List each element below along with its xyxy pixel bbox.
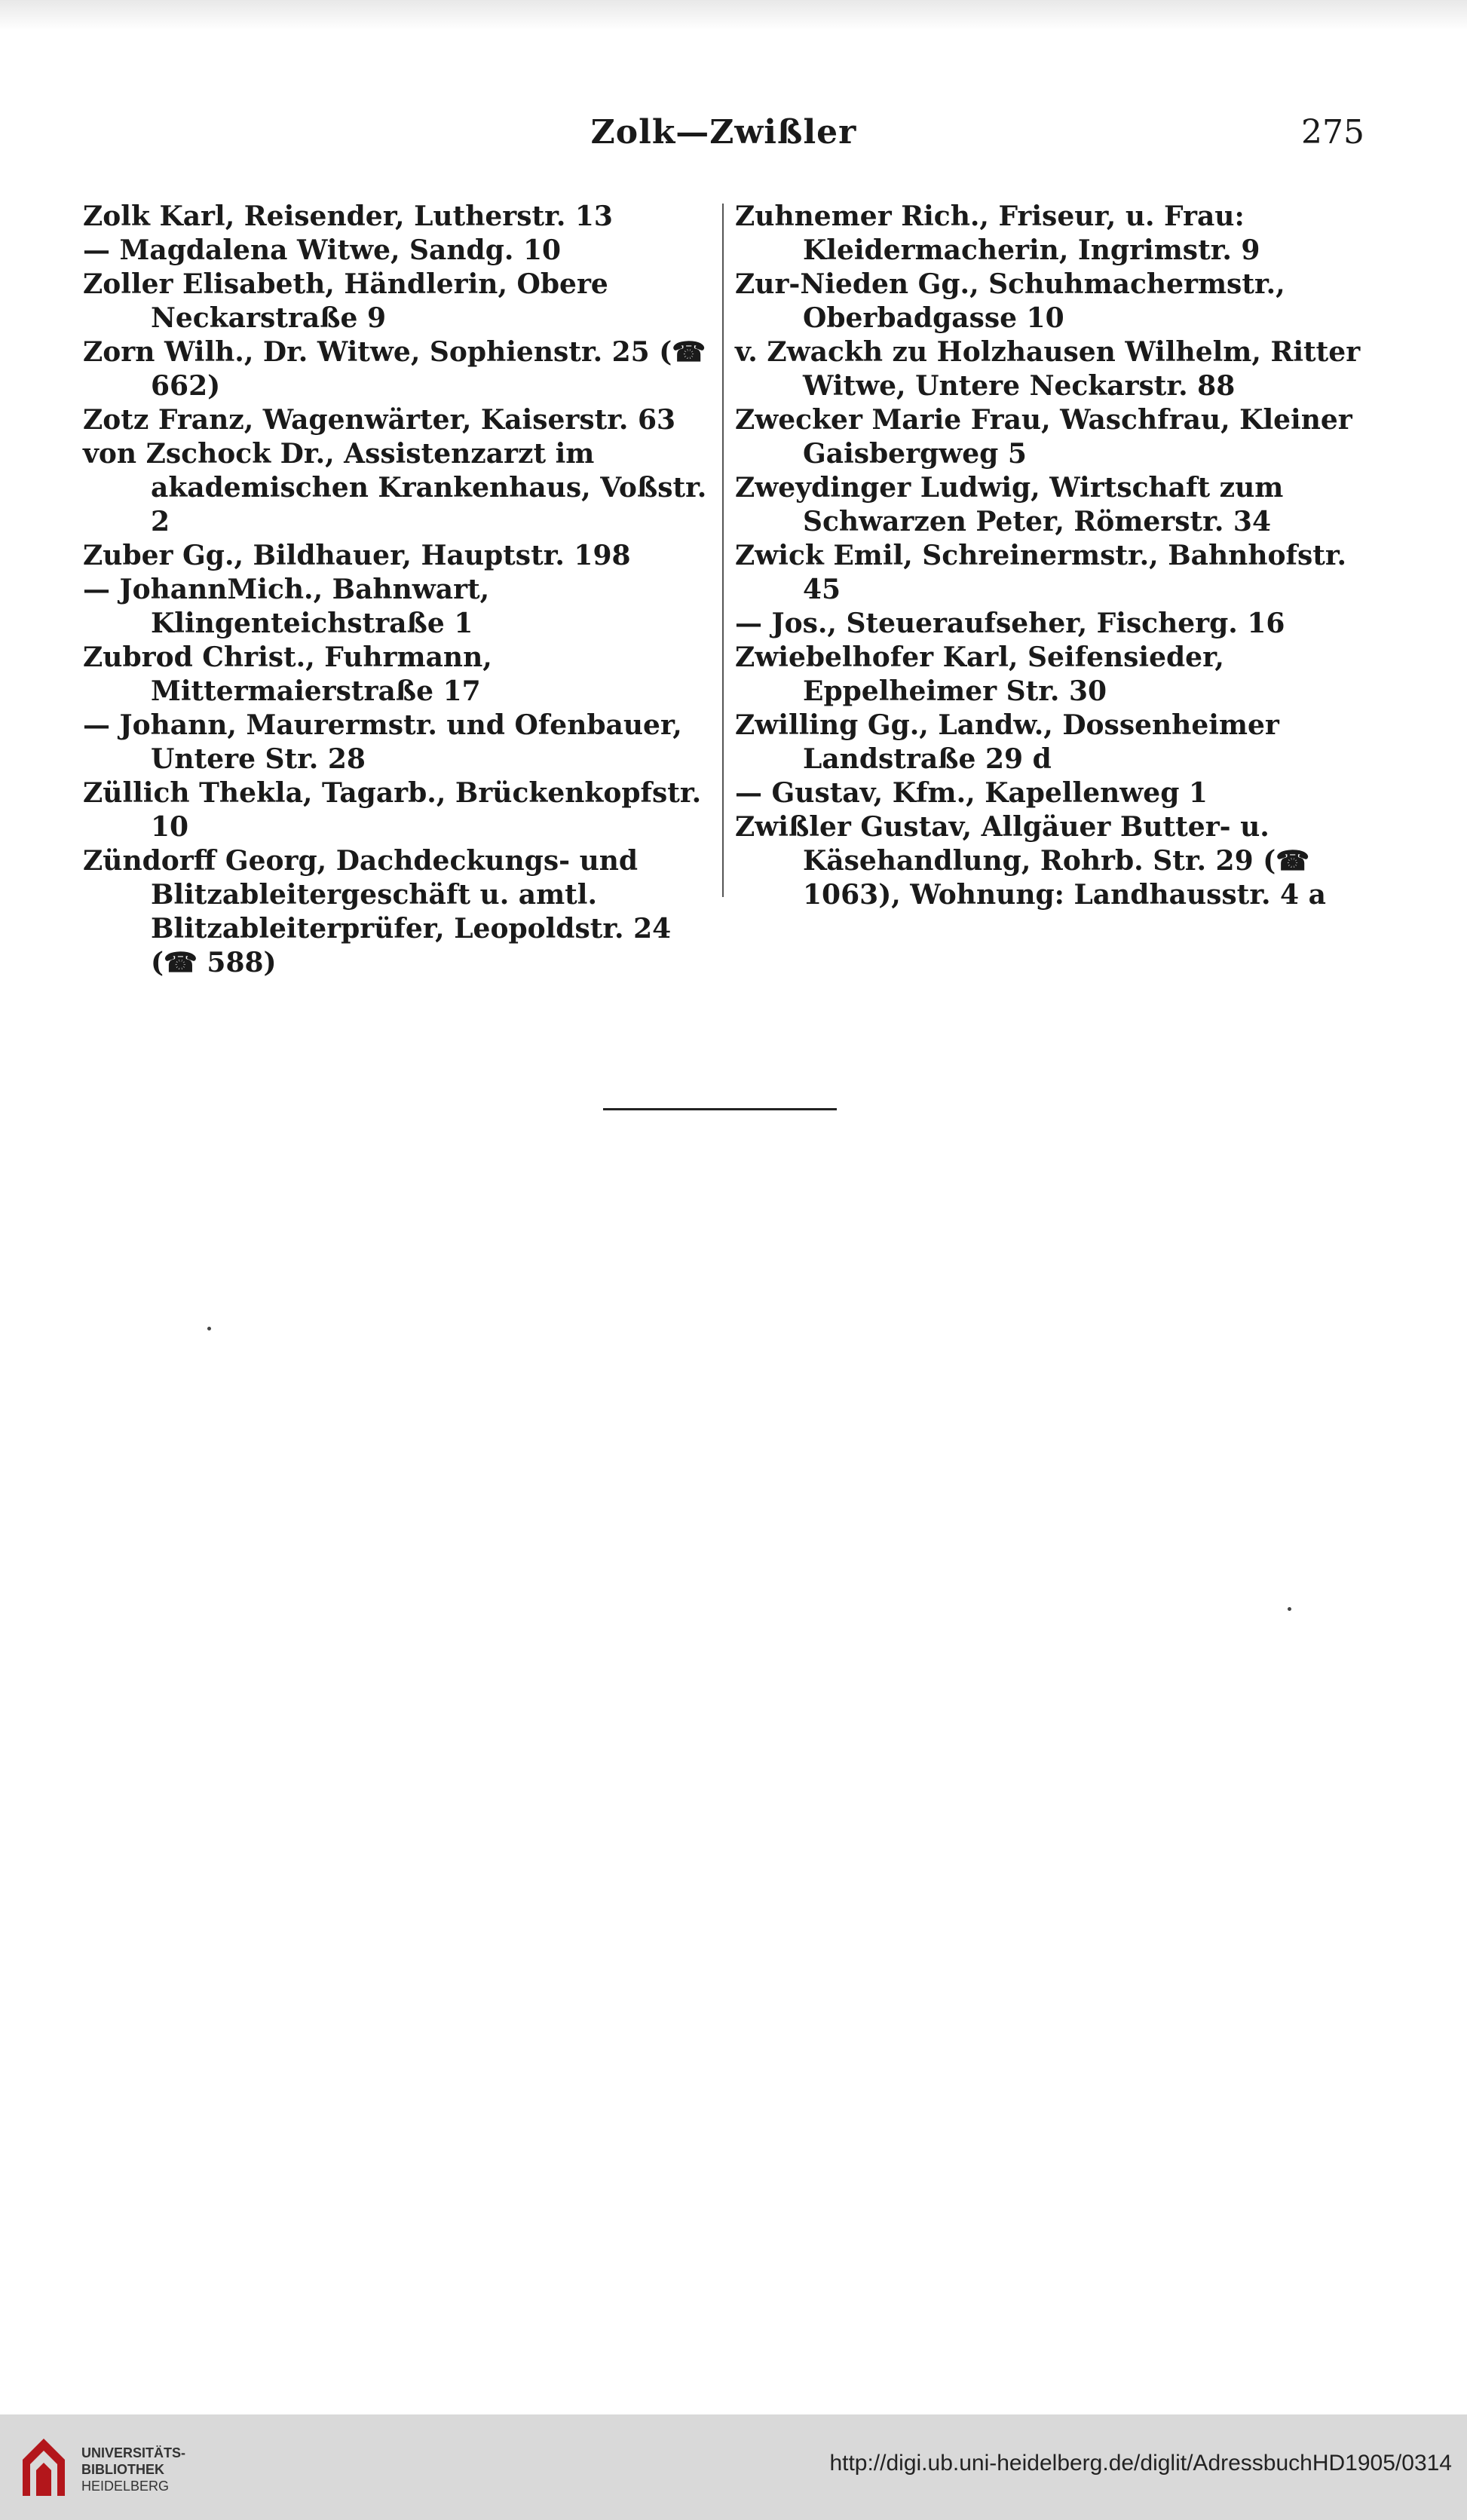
end-rule <box>603 1108 837 1110</box>
running-title: Zolk—Zwißler <box>590 113 857 152</box>
directory-entry: Zuhnemer Rich., Friseur, u. Frau: Kleidermacherin, Ingrimstr. 9 <box>735 201 1260 266</box>
directory-entry: Zubrod Christ., Fuhrmann, Mittermaierstraße 17 <box>83 641 492 707</box>
directory-entry: — Magdalena Witwe, Sandg. 10 <box>83 234 562 266</box>
directory-entry: — Jos., Steueraufseher, Fischerg. 16 <box>735 608 1285 639</box>
source-url[interactable]: http://digi.ub.uni-heidelberg.de/diglit/AdressbuchHD1905/0314 <box>829 2451 1452 2476</box>
directory-entry: — JohannMich., Bahnwart, Klingenteichstraße 1 <box>83 574 490 639</box>
directory-entry: Zwiebelhofer Karl, Seifensieder, Eppelheimer Str. 30 <box>735 641 1224 707</box>
directory-entry: Zolk Karl, Reisender, Lutherstr. 13 <box>83 201 613 232</box>
directory-entry: Zwißler Gustav, Allgäuer Butter- u. Käsehandlung, Rohrb. Str. 29 (☎ 1063), Wohnung: Landhausstr. 4 a <box>735 811 1326 911</box>
directory-entry: Züllich Thekla, Tagarb., Brückenkopfstr. 10 <box>83 777 702 843</box>
library-logo-icon <box>17 2436 71 2500</box>
right-column <box>735 200 1364 912</box>
directory-entry: Zweydinger Ludwig, Wirtschaft zum Schwarzen Peter, Römerstr. 34 <box>735 472 1284 537</box>
directory-entry: Zwecker Marie Frau, Waschfrau, Kleiner Gaisbergweg 5 <box>735 404 1352 470</box>
library-footer <box>0 2414 1467 2520</box>
directory-entry: v. Zwackh zu Holzhausen Wilhelm, Ritter Witwe, Untere Neckarstr. 88 <box>735 336 1361 402</box>
page-header <box>83 113 1364 166</box>
scan-speck <box>207 1327 211 1330</box>
directory-entry: — Johann, Maurermstr. und Ofenbauer, Untere Str. 28 <box>83 709 682 775</box>
directory-entry: — Gustav, Kfm., Kapellenweg 1 <box>735 777 1208 809</box>
library-name: UNIVERSITÄTS- BIBLIOTHEK HEIDELBERG <box>81 2445 186 2494</box>
directory-entry: Zuber Gg., Bildhauer, Hauptstr. 198 <box>83 540 631 571</box>
directory-entry: Zur-Nieden Gg., Schuhmachermstr., Oberbadgasse 10 <box>735 268 1285 334</box>
scan-top-edge <box>0 0 1467 30</box>
directory-entry: Zotz Franz, Wagenwärter, Kaiserstr. 63 <box>83 404 676 436</box>
left-column <box>83 200 716 980</box>
scan-speck <box>1288 1607 1291 1611</box>
page-number: 275 <box>1301 113 1364 152</box>
directory-entry: Zwick Emil, Schreinermstr., Bahnhofstr. 45 <box>735 540 1347 605</box>
column-divider <box>722 204 724 897</box>
directory-entry: Zwilling Gg., Landw., Dossenheimer Landstraße 29 d <box>735 709 1279 775</box>
directory-entry: von Zschock Dr., Assistenzarzt im akademischen Krankenhaus, Voßstr. 2 <box>83 438 707 537</box>
directory-entry: Zündorff Georg, Dachdeckungs- und Blitzableitergeschäft u. amtl. Blitzableiterprüfer, Leopoldstr. 24 (☎ 588) <box>83 845 672 978</box>
directory-entry: Zorn Wilh., Dr. Witwe, Sophienstr. 25 (☎ 662) <box>83 336 706 402</box>
directory-entry: Zoller Elisabeth, Händlerin, Obere Neckarstraße 9 <box>83 268 608 334</box>
